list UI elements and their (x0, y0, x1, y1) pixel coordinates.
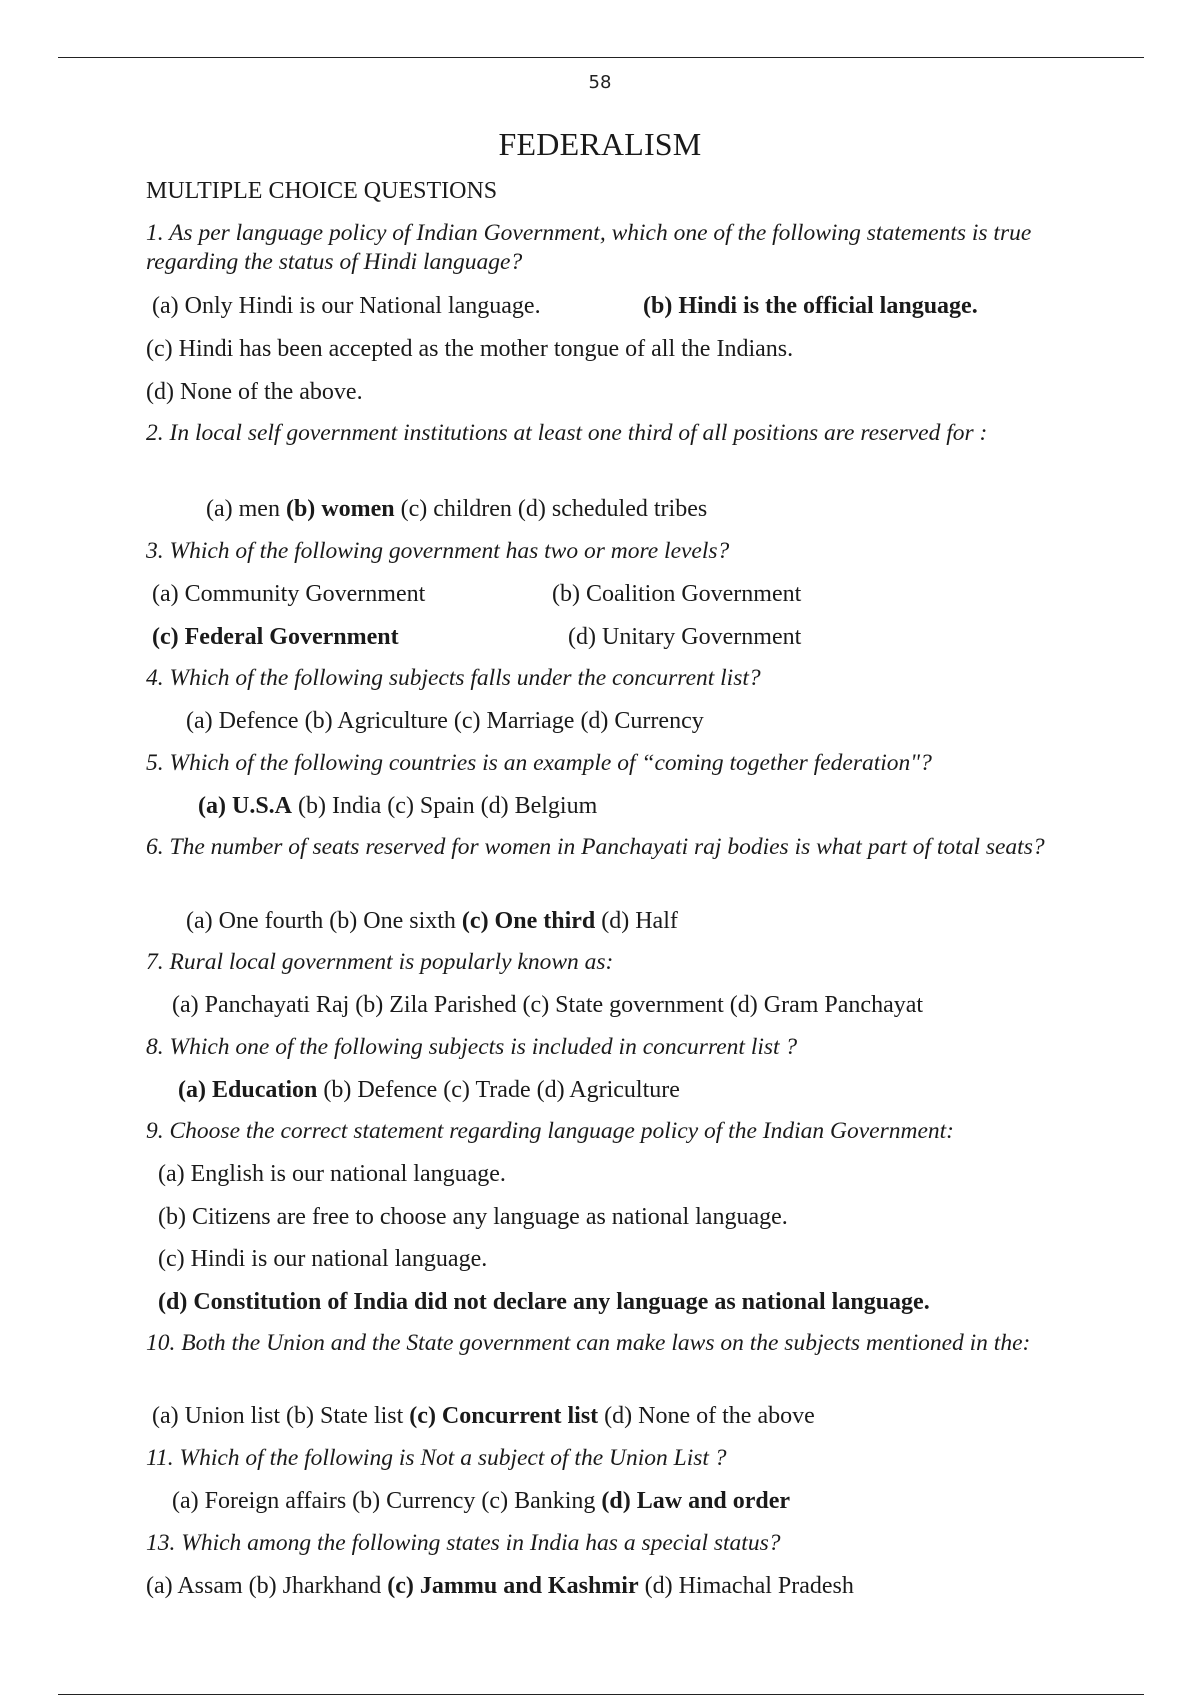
question-7: 7. Rural local government is popularly known as: (146, 949, 614, 975)
q9-option-c: (c) Hindi is our national language. (158, 1246, 488, 1272)
q2-answer: (b) women (285, 496, 395, 522)
q9-option-d-answer: (d) Constitution of India did not declare any language as national language. (158, 1289, 930, 1315)
q11-answer: (d) Law and order (601, 1488, 791, 1514)
bottom-rule (58, 1694, 1144, 1695)
q13-answer: (c) Jammu and Kashmir (387, 1573, 639, 1599)
page-number: 58 (588, 72, 612, 93)
q3-option-a: (a) Community Government (152, 581, 426, 607)
q3-option-d: (d) Unitary Government (568, 624, 802, 650)
q7-options: (a) Panchayati Raj (b) Zila Parished (c) State government (d) Gram Panchayat (172, 992, 924, 1018)
question-5: 5. Which of the following countries is an example of “coming together federation"? (146, 750, 932, 776)
q1-option-d: (d) None of the above. (146, 379, 363, 405)
q3-option-c-answer: (c) Federal Government (152, 624, 399, 650)
q1-option-a: (a) Only Hindi is our National language. (152, 293, 541, 319)
q9-option-b: (b) Citizens are free to choose any language as national language. (158, 1204, 788, 1230)
q9-option-a: (a) English is our national language. (158, 1161, 506, 1187)
question-9: 9. Choose the correct statement regarding language policy of the Indian Government: (146, 1118, 954, 1144)
q6-answer: (c) One third (461, 908, 596, 934)
q1-option-b-answer: (b) Hindi is the official language. (643, 293, 978, 319)
page-title: FEDERALISM (498, 126, 702, 162)
top-rule (58, 57, 1144, 58)
q1-option-c: (c) Hindi has been accepted as the mother tongue of all the Indians. (146, 336, 794, 362)
q13-options: (a) Assam (b) Jharkhand (c) Jammu and Kashmir (d) Himachal Pradesh (146, 1573, 854, 1599)
q5-options: (a) U.S.A (b) India (c) Spain (d) Belgium (198, 793, 598, 819)
q10-options: (a) Union list (b) State list (c) Concurrent list (d) None of the above (152, 1403, 815, 1429)
q8-answer: (a) Education (178, 1077, 318, 1103)
q11-options: (a) Foreign affairs (b) Currency (c) Banking (d) Law and order (172, 1488, 791, 1514)
q4-options: (a) Defence (b) Agriculture (c) Marriage (d) Currency (186, 708, 704, 734)
question-8: 8. Which one of the following subjects is included in concurrent list ? (146, 1034, 798, 1060)
question-3: 3. Which of the following government has two or more levels? (146, 538, 730, 564)
question-11: 11. Which of the following is Not a subject of the Union List ? (146, 1445, 727, 1471)
q2-options: (a) men (b) women (c) children (d) scheduled tribes (206, 496, 708, 522)
question-6: 6. The number of seats reserved for women in Panchayati raj bodies is what part of total seats? (146, 834, 1045, 860)
q8-options: (a) Education (b) Defence (c) Trade (d) Agriculture (178, 1077, 680, 1103)
q3-option-b: (b) Coalition Government (552, 581, 802, 607)
question-1: 1. As per language policy of Indian Government, which one of the following statements is true regarding the status of Hindi language? (146, 220, 1032, 275)
question-13: 13. Which among the following states in India has a special status? (146, 1530, 781, 1556)
question-10: 10. Both the Union and the State government can make laws on the subjects mentioned in the: (146, 1330, 1031, 1356)
q5-answer: (a) U.S.A (198, 793, 292, 819)
q6-options: (a) One fourth (b) One sixth (c) One third (d) Half (186, 908, 678, 934)
question-2: 2. In local self government institutions at least one third of all positions are reserved for : (146, 420, 988, 446)
question-4: 4. Which of the following subjects falls under the concurrent list? (146, 665, 761, 691)
section-heading: MULTIPLE CHOICE QUESTIONS (146, 178, 498, 204)
q10-answer: (c) Concurrent list (409, 1403, 599, 1429)
